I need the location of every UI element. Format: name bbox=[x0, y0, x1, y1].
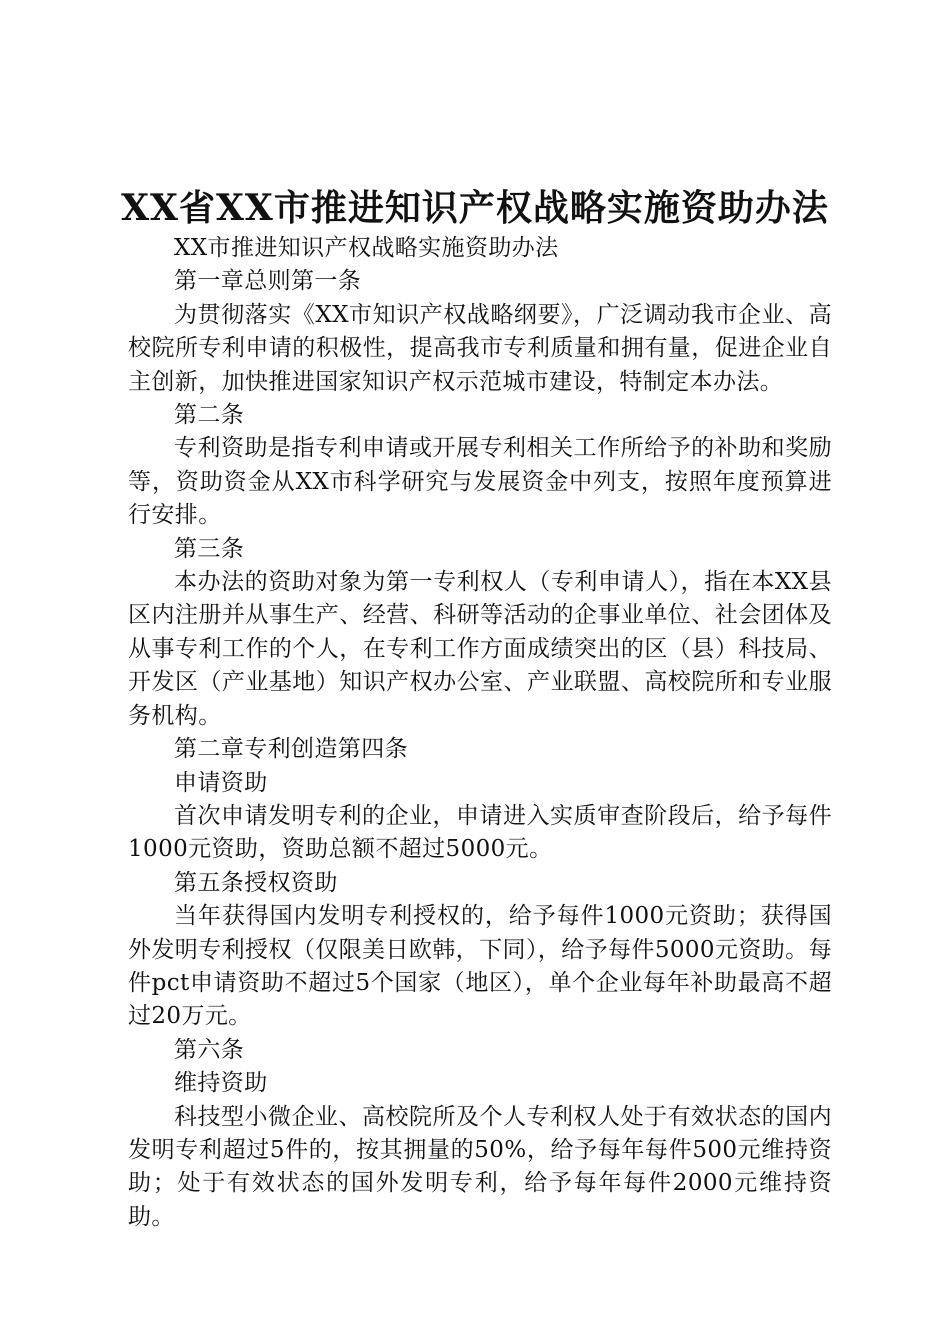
paragraph-chapter-1-article-1: 第一章总则第一条 bbox=[174, 268, 362, 295]
paragraph-subtitle: XX市推进知识产权战略实施资助办法 bbox=[174, 235, 559, 261]
paragraph-maintenance-subsidy-heading: 维持资助 bbox=[174, 1070, 268, 1097]
paragraph-article-2-body: 专利资助是指专利申请或开展专利相关工作所给予的补助和奖励等，资助资金从XX市科学研究与发展资金中列支，按照年度预算进行安排。 bbox=[128, 435, 832, 529]
paragraph-article-3-heading: 第三条 bbox=[174, 535, 245, 562]
paragraph-chapter-2-article-4: 第二章专利创造第四条 bbox=[174, 736, 408, 763]
paragraph-article-5-body: 当年获得国内发明专利授权的，给予每件1000元资助；获得国外发明专利授权（仅限美日欧韩，下同），给予每件5000元资助。每件pct申请资助不超过5个国家（地区），单个企业每年补助最高不超过20万元。 bbox=[128, 903, 832, 1030]
paragraph-article-6-heading: 第六条 bbox=[174, 1036, 245, 1063]
paragraph-application-subsidy-heading: 申请资助 bbox=[174, 769, 268, 796]
paragraph-article-1-body: 为贯彻落实《XX市知识产权战略纲要》，广泛调动我市企业、高校院所专利申请的积极性，提高我市专利质量和拥有量，促进企业自主创新，加快推进国家知识产权示范城市建设，特制定本办法。 bbox=[128, 301, 832, 395]
paragraph-article-6-body: 科技型小微企业、高校院所及个人专利权人处于有效状态的国内发明专利超过5件的，按其拥量的50%，给予每年每件500元维持资助；处于有效状态的国外发明专利，给予每年每件2000元维持资助。 bbox=[128, 1103, 832, 1230]
paragraph-article-5-heading: 第五条授权资助 bbox=[174, 869, 338, 896]
paragraph-article-4-body: 首次申请发明专利的企业，申请进入实质审查阶段后，给予每件1000元资助，资助总额不超过5000元。 bbox=[128, 802, 832, 863]
document-title: XX省XX市推进知识产权战略实施资助办法 bbox=[121, 187, 829, 229]
paragraph-article-3-body: 本办法的资助对象为第一专利权人（专利申请人），指在本XX县区内注册并从事生产、经营、科研等活动的企事业单位、社会团体及从事专利工作的个人，在专利工作方面成绩突出的区（县）科技局、开发区（产业基地）知识产权办公室、产业联盟、高校院所和专业服务机构。 bbox=[128, 569, 832, 729]
document-body bbox=[128, 232, 832, 1234]
paragraph-article-2-heading: 第二条 bbox=[174, 402, 245, 429]
